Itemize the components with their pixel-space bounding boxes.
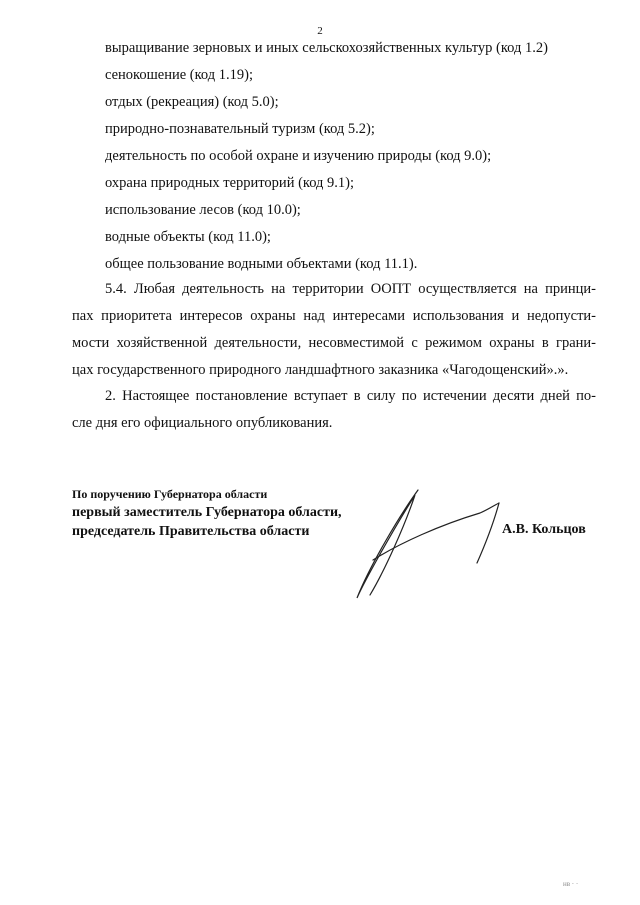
list-item: отдых (рекреация) (код 5.0); bbox=[105, 94, 279, 110]
paragraph-line: цах государственного природного ландшафтного заказника «Чагодощенский».». bbox=[72, 362, 569, 378]
paragraph-line: 2. Настоящее постановление вступает в силу по истечении десяти дней по- bbox=[105, 388, 596, 404]
paragraph-line: сле дня его официального опубликования. bbox=[72, 415, 333, 431]
list-item: сенокошение (код 1.19); bbox=[105, 67, 254, 83]
list-item: природно-познавательный туризм (код 5.2); bbox=[105, 121, 375, 137]
paragraph-line: пах приоритета интересов охраны над интересами использования и недопусти- bbox=[72, 308, 596, 324]
paragraph-line: 5.4. Любая деятельность на территории ООПТ осуществляется на принци- bbox=[105, 281, 596, 297]
footer-mark: нв · · bbox=[563, 880, 579, 888]
list-item: деятельность по особой охране и изучению природы (код 9.0); bbox=[105, 148, 492, 164]
list-item: выращивание зерновых и иных сельскохозяйственных культур (код 1.2) bbox=[105, 40, 548, 56]
page-number: 2 bbox=[317, 25, 323, 37]
signatory-position-line2: председатель Правительства области bbox=[72, 524, 310, 539]
handwritten-signature bbox=[345, 485, 515, 605]
list-item: охрана природных территорий (код 9.1); bbox=[105, 175, 355, 191]
paragraph-5-4 bbox=[72, 276, 596, 384]
paragraph-line: мости хозяйственной деятельности, несовместимой с режимом охраны в грани- bbox=[72, 335, 596, 351]
signature-instruction: По поручению Губернатора области bbox=[72, 487, 268, 501]
list-item: общее пользование водными объектами (код 11.1). bbox=[105, 256, 418, 272]
paragraph-2 bbox=[72, 383, 596, 437]
signatory-position-line1: первый заместитель Губернатора области, bbox=[72, 505, 342, 520]
list-item: использование лесов (код 10.0); bbox=[105, 202, 301, 218]
list-item: водные объекты (код 11.0); bbox=[105, 229, 271, 245]
signatory-name: А.В. Кольцов bbox=[502, 522, 586, 537]
